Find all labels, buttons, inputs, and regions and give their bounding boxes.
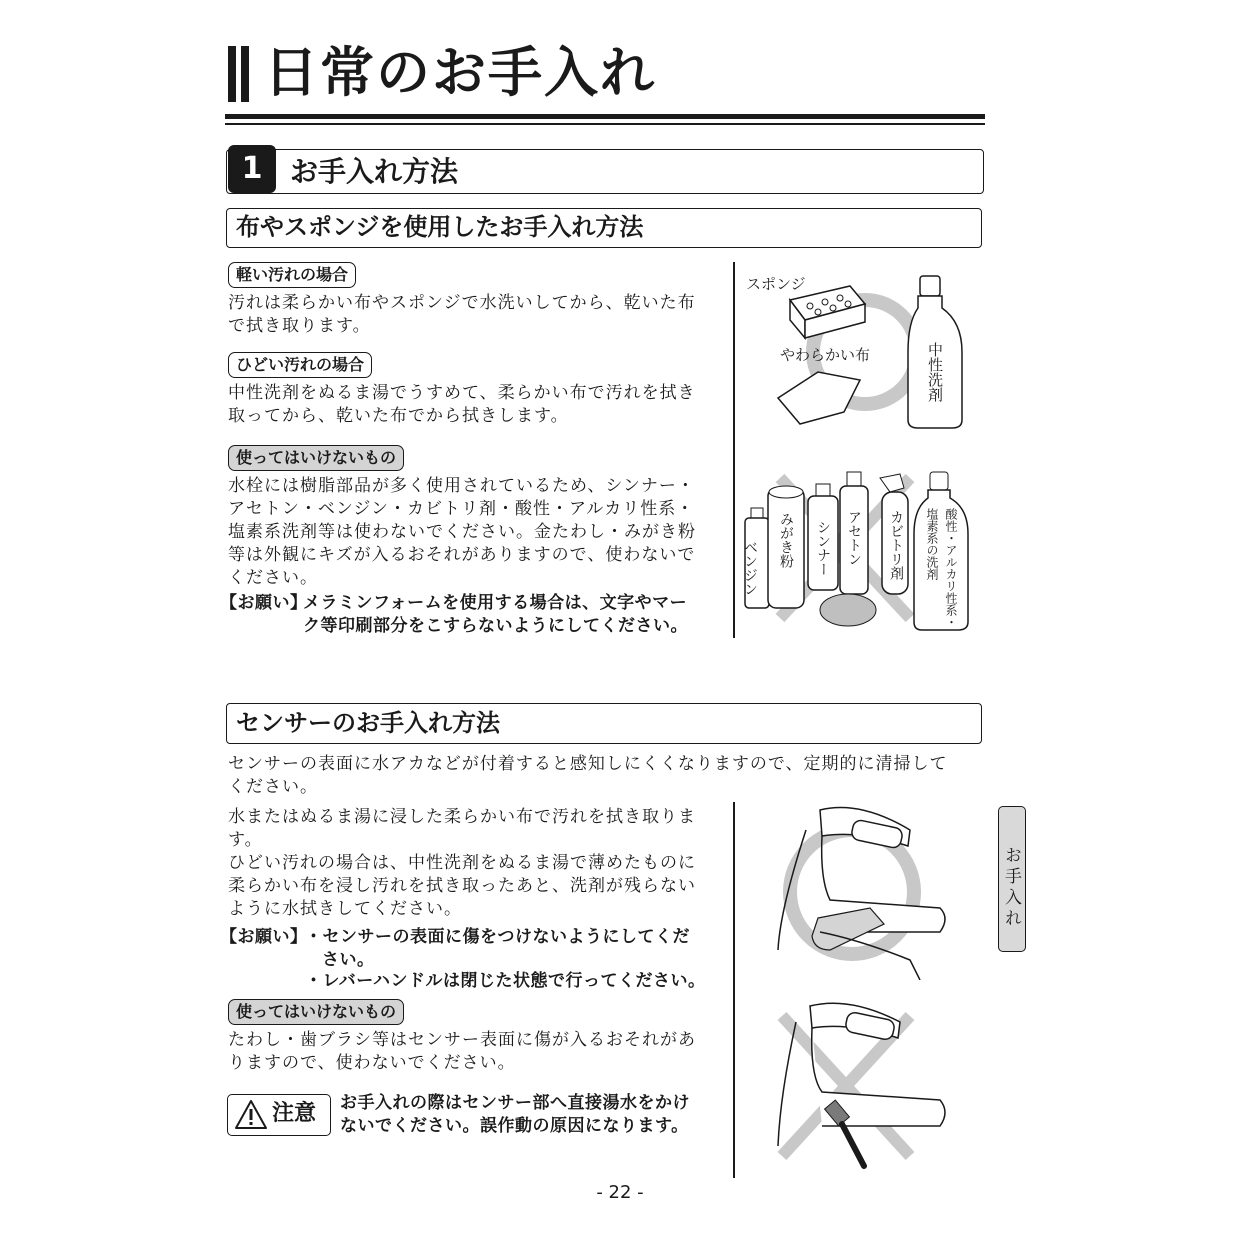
- text-line: 汚れは柔らかい布やスポンジで水洗いしてから、乾いた布: [228, 293, 696, 313]
- acetone-label: アセトン: [846, 510, 862, 566]
- text-line: センサーの表面に水アカなどが付着すると感知しにくくなりますので、定期的に清掃して: [228, 754, 948, 774]
- column-divider: [733, 802, 735, 1178]
- acid-alkali-label: 酸性・アルカリ性系・: [944, 508, 958, 628]
- text-line: ください。: [228, 568, 318, 588]
- text-line: ください。: [228, 777, 318, 797]
- light-dirt-text: [228, 292, 696, 338]
- text-line: 等は外観にキズが入るおそれがありますので、使わないで: [228, 545, 696, 565]
- sponge-label: スポンジ: [746, 275, 806, 293]
- text-line: 水栓には樹脂部品が多く使用されているため、シンナー・: [228, 476, 695, 496]
- text-line: 取ってから、乾いた布でから拭きします。: [228, 406, 569, 426]
- chlorine-bottle-icon: [914, 472, 968, 630]
- text-line: で拭き取ります。: [228, 316, 371, 336]
- ok-cleaning-illustration: [740, 262, 980, 442]
- heavy-dirt-tag: ひどい汚れの場合: [228, 352, 372, 378]
- warning-triangle-icon: [234, 1098, 268, 1132]
- text-line: 塩素系洗剤等は使わないでください。金たわし・みがき粉: [228, 522, 696, 542]
- text-line: 中性洗剤をぬるま湯でうすめて、柔らかい布で汚れを拭き: [228, 383, 696, 403]
- section-number: 1: [228, 145, 276, 193]
- title-bar-mark: [241, 46, 249, 102]
- text-line: たわし・歯ブラシ等はセンサー表面に傷が入るおそれがあ: [228, 1030, 696, 1050]
- prohibited-text: [228, 475, 696, 590]
- request-prefix: 【お願い】: [220, 593, 308, 613]
- mold-remover-label: カビトリ剤: [888, 510, 904, 580]
- sensor-prohibited-tag: 使ってはいけないもの: [228, 999, 404, 1025]
- sensor-section-heading: センサーのお手入れ方法: [236, 709, 500, 737]
- detergent-label: 中性洗剤: [926, 342, 944, 402]
- chlorine-label: 塩素系の洗剤: [925, 508, 939, 580]
- caution-label: 注意: [272, 1101, 317, 1126]
- faucet-ok-illustration: [760, 800, 960, 980]
- side-tab[interactable]: お手入れ: [998, 806, 1026, 952]
- ng-chemicals-illustration: [740, 468, 980, 638]
- heavy-dirt-text: [228, 382, 696, 428]
- sensor-request-prefix: 【お願い】: [220, 927, 308, 947]
- text-line: ク等印刷部分をこすらないようにしてください。: [303, 616, 688, 636]
- text-line: りますので、使わないでください。: [228, 1053, 516, 1073]
- sensor-request-item1: ・センサーの表面に傷をつけないようにしてくだ: [305, 927, 690, 947]
- page-number: - 22 -: [596, 1182, 644, 1203]
- request-text: [303, 592, 688, 638]
- sensor-prohibited-text: [228, 1029, 696, 1075]
- faucet-ng-illustration: [760, 996, 960, 1176]
- sensor-request-item2: ・レバーハンドルは閉じた状態で行ってください。: [305, 971, 706, 991]
- sensor-request-item1-cont: さい。: [322, 950, 375, 970]
- benzine-label: ベンジン: [742, 540, 758, 596]
- text-line: アセトン・ベンジン・カビトリ剤・酸性・アルカリ性系・: [228, 499, 695, 519]
- title-bar-mark: [228, 46, 236, 102]
- cloth-label: やわらかい布: [780, 346, 871, 364]
- sponge-icon: [790, 286, 865, 338]
- page-title: 日常のお手入れ: [264, 41, 656, 104]
- cloth-section-heading: 布やスポンジを使用したお手入れ方法: [236, 213, 644, 241]
- caution-box: [227, 1094, 331, 1136]
- cloth-icon: [778, 372, 860, 424]
- column-divider: [733, 262, 735, 638]
- text-line: メラミンフォームを使用する場合は、文字やマー: [303, 593, 688, 613]
- caution-text: [340, 1092, 690, 1138]
- prohibited-tag: 使ってはいけないもの: [228, 445, 404, 471]
- sensor-body: [228, 806, 696, 921]
- text-line: ように水拭きしてください。: [228, 899, 462, 919]
- section-title: お手入れ方法: [290, 155, 459, 188]
- title-rule: [225, 123, 985, 125]
- text-line: 柔らかい布を浸し汚れを拭き取ったあと、洗剤が残らない: [228, 876, 696, 896]
- light-dirt-tag: 軽い汚れの場合: [228, 262, 356, 288]
- sensor-intro: [228, 753, 948, 799]
- thinner-label: シンナー: [815, 520, 831, 576]
- text-line: お手入れの際はセンサー部へ直接湯水をかけ: [340, 1093, 690, 1113]
- text-line: ないでください。誤作動の原因になります。: [340, 1116, 689, 1136]
- text-line: 水またはぬるま湯に浸した柔らかい布で汚れを拭き取りま: [228, 807, 696, 827]
- steel-wool-icon: [820, 594, 876, 626]
- text-line: す。: [228, 830, 263, 850]
- polish-label: みがき粉: [778, 512, 794, 568]
- text-line: ひどい汚れの場合は、中性洗剤をぬるま湯で薄めたものに: [228, 853, 696, 873]
- title-rule: [225, 114, 985, 119]
